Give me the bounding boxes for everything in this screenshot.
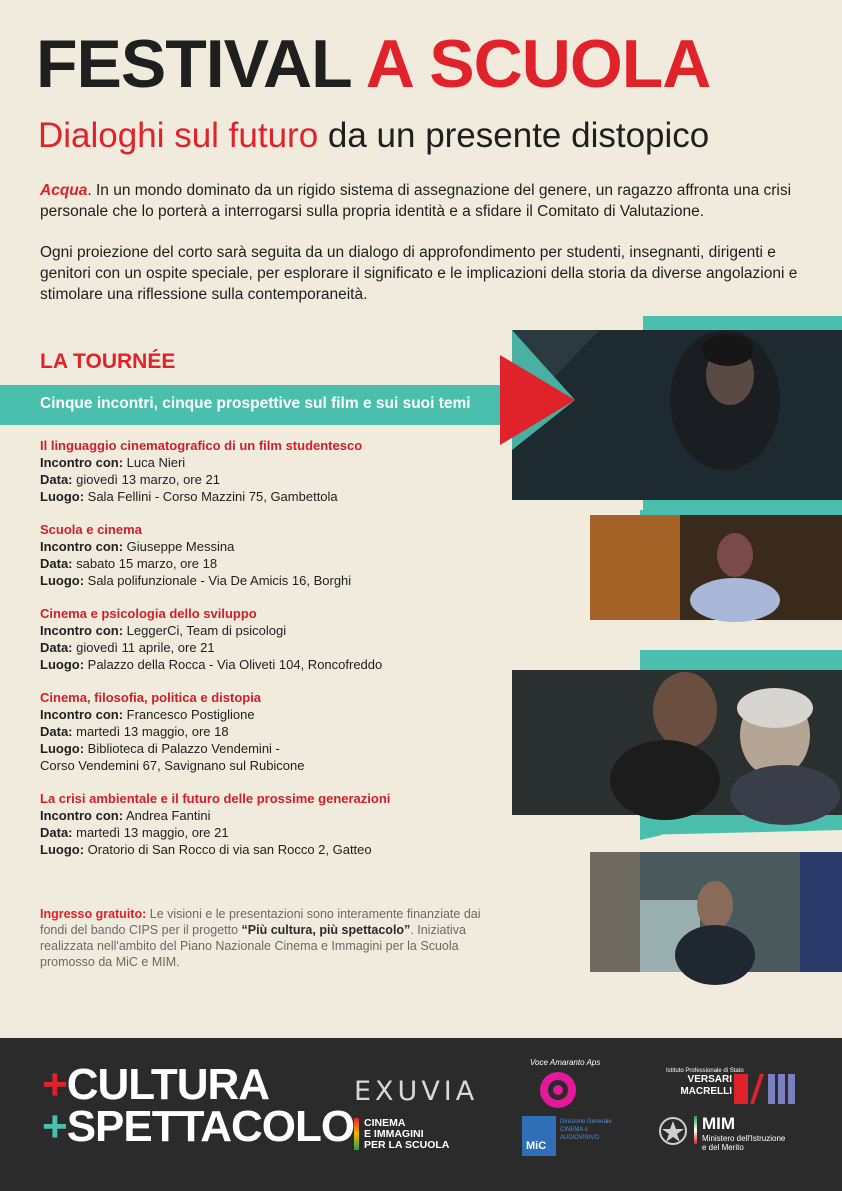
event-guest: LeggerCi, Team di psicologi [123,623,287,638]
subtitle-red: Dialoghi sul futuro [38,116,319,155]
event-item [40,605,510,673]
italian-emblem-icon [658,1116,688,1146]
free-entry-text2: . Iniziativa realizzata nell'ambito del Piano Nazionale Cinema e Immagini per la Scuola promosso da MiC e MIM. [40,923,466,969]
event-place: Sala Fellini - Corso Mazzini 75, Gambettola [84,489,338,504]
event-item [40,437,510,505]
event-place: Biblioteca di Palazzo Vendemini - [84,741,280,756]
event-title: La crisi ambientale e il futuro delle prossime generazioni [40,791,391,806]
dialogue-paragraph: Ogni proiezione del corto sarà seguita da un dialogo di approfondimento per studenti, insegnanti, dirigenti e genitori con un ospite speciale, per esplorare il significato e le implicazioni della storia da diverse angolazioni e stimolare una riflessione sulla contemporaneità. [40,244,798,303]
cinema-line1: CINEMA [364,1117,406,1129]
event-date: martedì 13 maggio, ore 21 [72,825,229,840]
subtitle-rest: da un presente distopico [318,116,710,155]
versari-macrelli-logo [666,1068,744,1098]
versari-line1: VERSARI [687,1074,732,1085]
tour-heading: LA TOURNÉE [40,350,176,373]
intro-text: . In un mondo dominato da un rigido sistema di assegnazione del genere, un ragazzo affronta una crisi personale che lo porterà a interrogarsi sulla propria identità e a sfidare il Comitato di Valutazione. [40,182,792,220]
label-guest: Incontro con: [40,623,124,638]
cinema-line2: E IMMAGINI [364,1128,424,1140]
event-date: giovedì 11 aprile, ore 21 [72,640,215,655]
plus-icon: + [42,1102,67,1151]
event-date: sabato 15 marzo, ore 18 [72,556,218,571]
label-date: Data: [40,472,73,487]
cultura-spettacolo-logo [42,1060,355,1151]
event-item [40,790,510,858]
label-date: Data: [40,640,73,655]
event-title: Cinema, filosofia, politica e distopia [40,690,262,705]
event-guest: Luca Nieri [123,455,186,470]
free-entry-label: Ingresso gratuito: [40,907,147,921]
tagline-band [0,385,500,425]
footer-logos [0,1038,842,1191]
event-guest: Andrea Fantini [123,808,211,823]
mim-logo [658,1114,786,1152]
label-guest: Incontro con: [40,539,124,554]
label-place: Luogo: [40,657,85,672]
event-guest: Francesco Postiglione [123,707,255,722]
mim-sub2: e del Merito [702,1143,744,1152]
mic-sub1: Direzione Generale [560,1119,612,1125]
logo-line2: SPETTACOLO [66,1102,355,1151]
title-part1: FESTIVAL [36,26,351,102]
event-item [40,689,510,774]
versari-top: Istituto Professionale di Stato [666,1068,744,1074]
event-title: Cinema e psicologia dello sviluppo [40,606,257,621]
event-date: martedì 13 maggio, ore 18 [72,724,229,739]
mim-sub1: Ministero dell'Istruzione [702,1134,786,1143]
logo-line1: CULTURA [66,1060,270,1109]
label-place: Luogo: [40,489,85,504]
voce-amaranto-logo [528,1058,601,1115]
free-entry-note [40,906,510,970]
event-title: Scuola e cinema [40,522,142,537]
title-part2: A SCUOLA [365,26,711,102]
events-list [40,437,510,874]
mic-sub3: AUDIOVISIVO [560,1135,600,1141]
mic-sub2: CINEMA e [560,1127,589,1133]
label-place: Luogo: [40,842,85,857]
label-date: Data: [40,825,73,840]
project-name: “Più cultura, più spettacolo” [241,923,411,937]
vaa-label: Voce Amaranto Aps [530,1058,601,1067]
versari-bars-icon [734,1074,798,1104]
event-place-line2: Corso Vendemini 67, Savignano sul Rubicone [40,758,305,773]
label-place: Luogo: [40,741,85,756]
film-name: Acqua [40,182,88,199]
plus-icon: + [42,1060,67,1109]
event-place: Oratorio di San Rocco di via san Rocco 2, Gatteo [84,842,372,857]
flag-bar-icon [694,1116,697,1144]
versari-line2: MACRELLI [680,1086,732,1097]
label-place: Luogo: [40,573,85,588]
label-guest: Incontro con: [40,808,124,823]
label-date: Data: [40,556,73,571]
event-item [40,521,510,589]
event-date: giovedì 13 marzo, ore 21 [72,472,220,487]
mic-logo [522,1116,612,1156]
tagline-text: Cinque incontri, cinque prospettive sul film e sui suoi temi [40,395,471,412]
cinema-line3: PER LA SCUOLA [364,1139,450,1151]
label-date: Data: [40,724,73,739]
exuvia-logo: EXUVIA [354,1076,479,1107]
event-place: Sala polifunzionale - Via De Amicis 16, Borghi [84,573,352,588]
tricolor-bar-icon [354,1118,359,1150]
event-place: Palazzo della Rocca - Via Oliveti 104, Roncofreddo [84,657,383,672]
free-entry-text1: Le visioni e le presentazioni sono interamente finanziate dai fondi del bando CIPS per il progetto [40,907,481,937]
event-guest: Giuseppe Messina [123,539,235,554]
mic-label: MiC [526,1140,547,1152]
label-guest: Incontro con: [40,455,124,470]
label-guest: Incontro con: [40,707,124,722]
event-title: Il linguaggio cinematografico di un film studentesco [40,438,363,453]
mim-label: MIM [702,1114,736,1133]
